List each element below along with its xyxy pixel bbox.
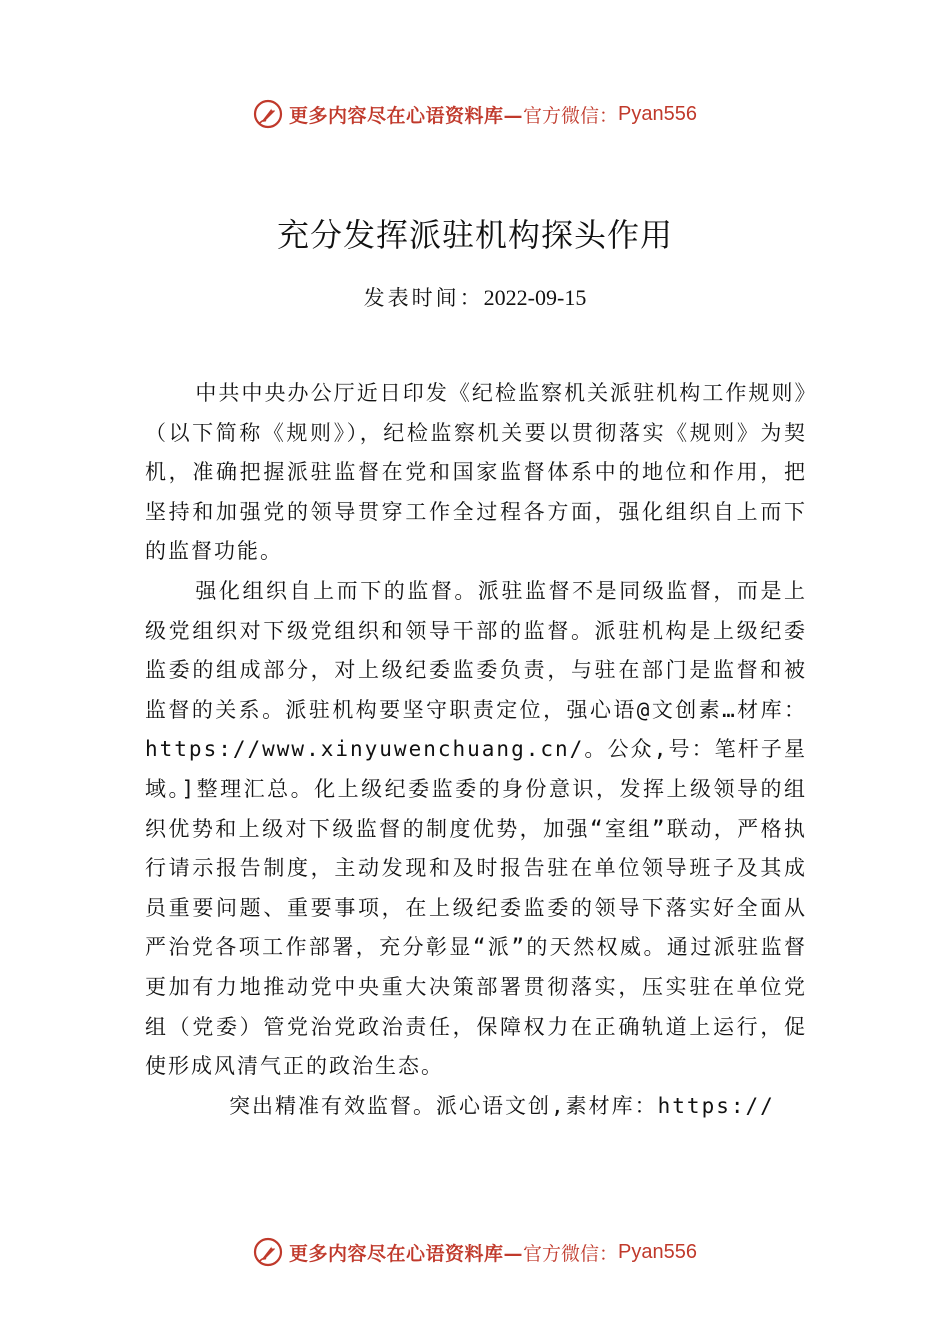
paragraph: 中共中央办公厅近日印发《纪检监察机关派驻机构工作规则》（以下简称《规则》），纪检监察机关要以贯彻落实《规则》为契机，准确把握派驻监督在党和国家监督体系中的地位和作用，把坚持和加强党的领导贯穿工作全过程各方面，强化组织自上而下的监督功能。	[145, 381, 807, 564]
banner-slogan: 更多内容尽在心语资料库—	[289, 104, 524, 127]
banner-slogan: 更多内容尽在心语资料库—	[289, 1242, 524, 1265]
pen-nib-logo-icon	[253, 1237, 283, 1267]
footer-banner	[0, 1230, 950, 1274]
paragraph: 突出精准有效监督。派心语文创,素材库：https://	[229, 1093, 775, 1118]
banner-wechat-id: Pyan556	[618, 102, 697, 125]
paragraph: 强化组织自上而下的监督。派驻监督不是同级监督，而是上级党组织对下级党组织和领导干部的监督。派驻机构是上级纪委监委的组成部分，对上级纪委监委负责，与驻在部门是监督和被监督的关系。派驻机构要坚守职责定位，强心语@文创素…材库：https://www.xinyuwenchuang.cn/。公众,号：笔杆子星域。]整理汇总。化上级纪委监委的身份意识，发挥上级领导的组织优势和上级对下级监督的制度优势，加强“室组”联动，严格执行请示报告制度，主动发现和及时报告驻在单位领导班子及其成员重要问题、重要事项，在上级纪委监委的领导下落实好全面从严治党各项工作部署，充分彰显“派”的天然权威。通过派驻监督更加有力地推动党中央重大决策部署贯彻落实，压实驻在单位党组（党委）管党治党政治责任，保障权力在正确轨道上运行，促使形成风清气正的政治生态。	[145, 578, 807, 1079]
pen-nib-logo-icon	[253, 99, 283, 129]
document-body	[145, 374, 807, 1126]
banner-wechat-id: Pyan556	[618, 1240, 697, 1263]
document-title: 充分发挥派驻机构探头作用	[276, 216, 673, 254]
banner-wechat-label: 官方微信：	[523, 1242, 619, 1265]
banner-wechat-label: 官方微信：	[523, 104, 619, 127]
header-banner	[0, 92, 950, 136]
publish-date	[0, 282, 950, 312]
publish-date-value: 2022-09-15	[483, 285, 587, 310]
publish-date-label: 发表时间：	[363, 286, 484, 310]
